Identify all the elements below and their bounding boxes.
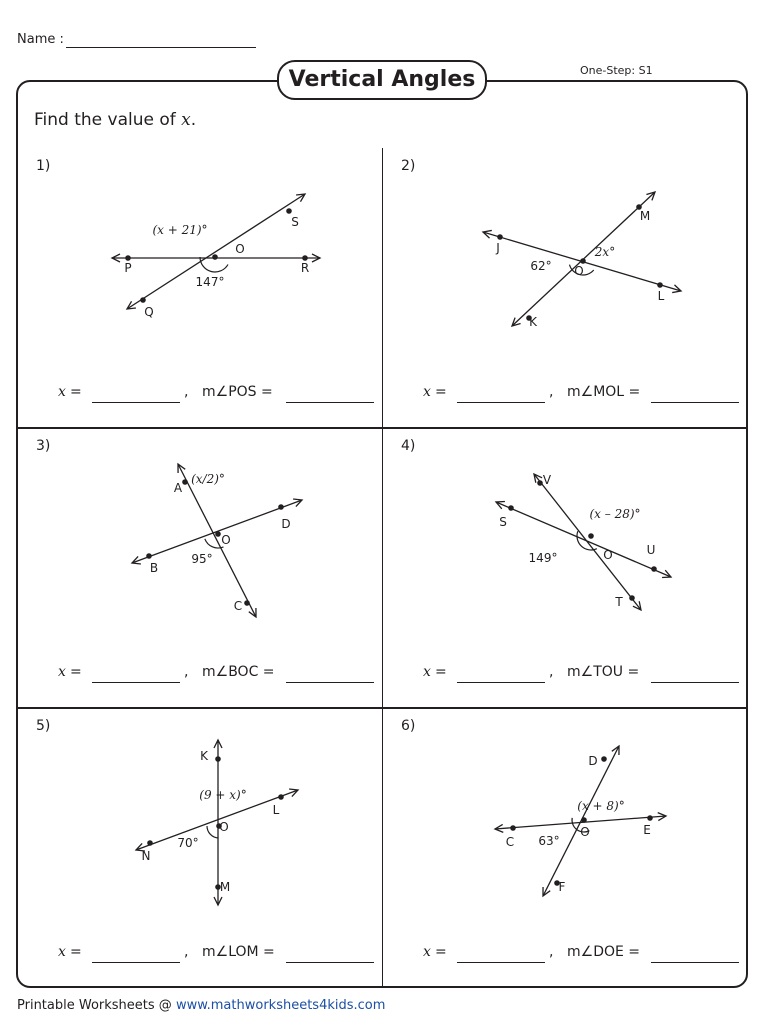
answer-x-blank[interactable] (92, 682, 180, 683)
answer-angle-label: m∠MOL = (567, 384, 641, 400)
angle-expression: 2x° (594, 245, 616, 259)
point-dot (278, 504, 284, 510)
answer-row (18, 664, 382, 688)
answer-equals: = (435, 664, 447, 680)
answer-angle-blank[interactable] (286, 962, 374, 963)
angle-expression: (x + 21)° (152, 223, 208, 237)
angle-diagram (18, 708, 382, 938)
point-dot (581, 817, 587, 823)
angle-measure: 70° (177, 836, 199, 850)
point-label: L (272, 803, 280, 817)
point-dot (125, 255, 131, 261)
point-dot (244, 600, 250, 606)
answer-angle-label: m∠DOE = (567, 944, 641, 960)
instruction-variable: x (181, 110, 191, 130)
angle-arc (207, 826, 219, 838)
point-label: M (639, 209, 651, 223)
vertex-label: O (603, 548, 613, 562)
point-dot (508, 505, 514, 511)
vertex-label: O (221, 533, 231, 547)
answer-row (383, 944, 747, 968)
answer-angle-label: m∠TOU = (567, 664, 640, 680)
answer-angle-blank[interactable] (651, 962, 739, 963)
point-label: R (300, 261, 310, 275)
angle-measure: 62° (530, 259, 552, 273)
answer-separator: , (184, 944, 189, 960)
answer-x-label: x (58, 384, 66, 400)
answer-x-label: x (423, 944, 431, 960)
vertex-label: O (574, 264, 584, 278)
answer-equals: = (435, 944, 447, 960)
line-b (534, 474, 641, 610)
problem-5 (18, 708, 382, 988)
name-field[interactable] (66, 47, 256, 48)
point-dot (651, 566, 657, 572)
answer-angle-blank[interactable] (651, 402, 739, 403)
point-dot (182, 479, 188, 485)
answer-row (18, 944, 382, 968)
answer-angle-label: m∠POS = (202, 384, 273, 400)
answer-angle-blank[interactable] (286, 682, 374, 683)
line-a (178, 464, 256, 617)
point-label: N (141, 849, 151, 863)
problem-number: 6) (401, 718, 416, 734)
point-label: S (291, 215, 299, 229)
point-dot (215, 756, 221, 762)
answer-x-blank[interactable] (457, 682, 545, 683)
point-dot (278, 794, 284, 800)
answer-equals: = (70, 664, 82, 680)
answer-row (383, 664, 747, 688)
answer-equals: = (435, 384, 447, 400)
problem-4 (383, 428, 747, 708)
instruction-text: Find the value of (34, 110, 182, 130)
point-label: L (657, 289, 665, 303)
problem-2 (383, 148, 747, 428)
worksheet-title: Vertical Angles (277, 60, 487, 100)
answer-x-blank[interactable] (92, 402, 180, 403)
point-dot (601, 756, 607, 762)
vertex-label: O (580, 825, 590, 839)
line-b (127, 194, 305, 309)
instruction (34, 110, 196, 130)
answer-equals: = (70, 944, 82, 960)
answer-separator: , (549, 384, 554, 400)
point-label: A (173, 481, 183, 495)
answer-x-label: x (58, 944, 66, 960)
point-label: M (219, 880, 231, 894)
point-dot (580, 258, 586, 264)
footer-link[interactable]: www.mathworksheets4kids.com (175, 998, 386, 1013)
footer-prefix: Printable Worksheets @ (17, 998, 176, 1013)
answer-angle-blank[interactable] (651, 682, 739, 683)
answer-angle-blank[interactable] (286, 402, 374, 403)
point-label: K (529, 315, 537, 329)
answer-x-label: x (423, 664, 431, 680)
line-a (496, 502, 671, 577)
point-label: S (499, 515, 507, 529)
problem-1 (18, 148, 382, 428)
answer-x-blank[interactable] (92, 962, 180, 963)
point-label: J (496, 241, 500, 255)
problem-number: 1) (36, 158, 51, 174)
point-dot (588, 533, 594, 539)
answer-x-blank[interactable] (457, 962, 545, 963)
answer-angle-label: m∠BOC = (202, 664, 275, 680)
vertex-label: O (219, 820, 229, 834)
instruction-period: . (190, 110, 197, 130)
angle-expression: (x + 8)° (577, 799, 625, 813)
point-label: D (588, 754, 598, 768)
point-dot (657, 282, 663, 288)
point-label: B (149, 561, 159, 575)
angle-measure: 149° (528, 551, 558, 565)
point-dot (497, 234, 503, 240)
angle-expression: (x/2)° (191, 472, 225, 486)
name-label: Name : (17, 32, 64, 47)
arrowhead (296, 194, 305, 202)
point-label: U (646, 543, 656, 557)
point-label: V (542, 473, 552, 487)
answer-x-label: x (58, 664, 66, 680)
angle-measure: 147° (195, 275, 225, 289)
answer-separator: , (184, 664, 189, 680)
point-label: P (124, 261, 132, 275)
point-label: F (558, 880, 566, 894)
problem-6 (383, 708, 747, 988)
angle-diagram (383, 708, 747, 938)
answer-x-label: x (423, 384, 431, 400)
answer-row (18, 384, 382, 408)
point-dot (629, 595, 635, 601)
problem-number: 3) (36, 438, 51, 454)
point-dot (146, 553, 152, 559)
problem-number: 4) (401, 438, 416, 454)
arrowhead (127, 301, 136, 309)
point-label: T (615, 595, 623, 609)
problem-number: 2) (401, 158, 416, 174)
answer-row (383, 384, 747, 408)
angle-expression: (x – 28)° (589, 507, 641, 521)
answer-angle-label: m∠LOM = (202, 944, 275, 960)
point-dot (510, 825, 516, 831)
point-dot (147, 840, 153, 846)
point-label: Q (144, 305, 154, 319)
problem-3 (18, 428, 382, 708)
angle-diagram (18, 428, 382, 658)
angle-measure: 95° (191, 552, 213, 566)
angle-diagram (383, 428, 747, 658)
answer-separator: , (549, 944, 554, 960)
point-dot (302, 255, 308, 261)
point-label: C (233, 599, 243, 613)
point-dot (212, 254, 218, 260)
angle-diagram (383, 148, 747, 378)
point-dot (140, 297, 146, 303)
answer-separator: , (549, 664, 554, 680)
angle-measure: 63° (538, 834, 560, 848)
point-label: C (505, 835, 515, 849)
point-label: K (200, 749, 208, 763)
vertex-label: O (235, 242, 245, 256)
point-label: E (643, 823, 651, 837)
point-dot (647, 815, 653, 821)
angle-diagram (18, 148, 382, 378)
point-label: D (281, 517, 291, 531)
footer (17, 998, 385, 1013)
problem-number: 5) (36, 718, 51, 734)
answer-equals: = (70, 384, 82, 400)
level-label: One-Step: S1 (580, 64, 653, 77)
point-dot (215, 531, 221, 537)
answer-x-blank[interactable] (457, 402, 545, 403)
angle-expression: (9 + x)° (199, 788, 247, 802)
point-dot (286, 208, 292, 214)
answer-separator: , (184, 384, 189, 400)
